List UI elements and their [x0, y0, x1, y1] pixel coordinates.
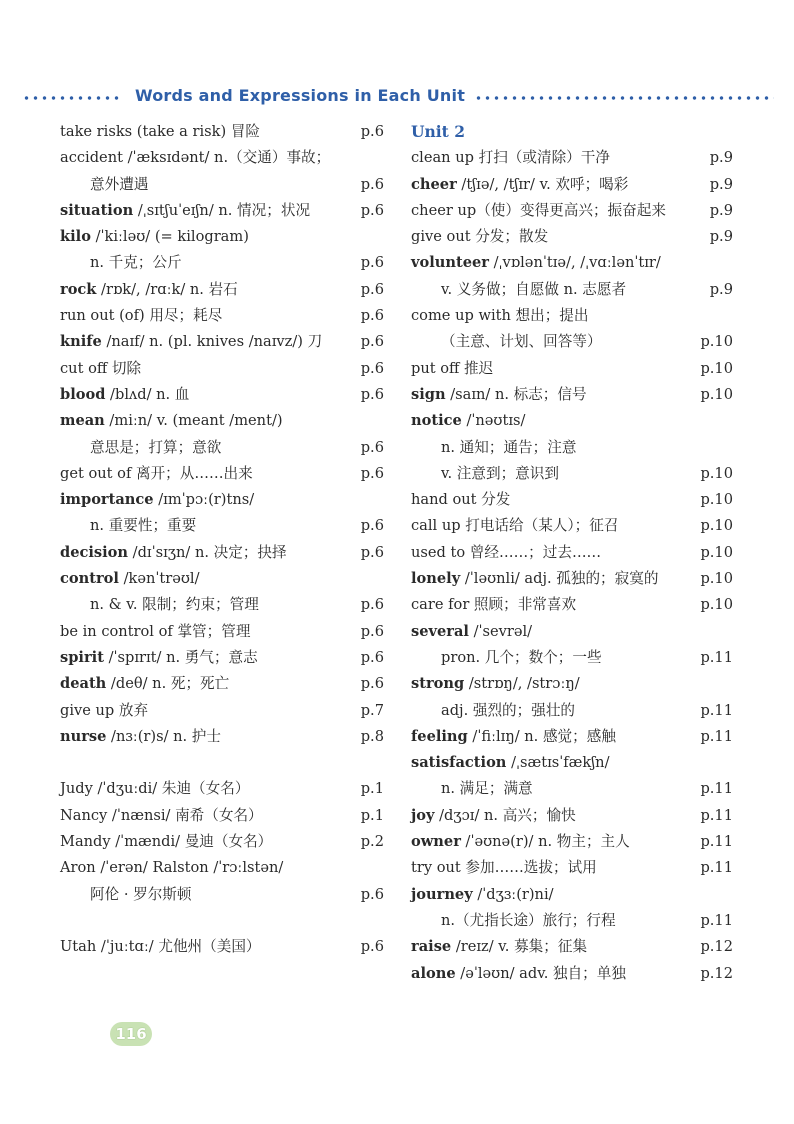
- entry-definition: 阿伦 · 罗尔斯顿: [90, 885, 192, 903]
- entry-headword: notice: [411, 412, 462, 430]
- entry-headword: rock: [60, 280, 97, 298]
- right-vocabulary-column: [411, 119, 733, 987]
- entry-text: [411, 934, 587, 960]
- entry-headword: kilo: [60, 228, 91, 246]
- unit-heading: [411, 119, 733, 145]
- vocabulary-entry: [411, 698, 733, 724]
- entry-page-ref: p.11: [700, 833, 733, 851]
- entry-headword: mean: [60, 412, 105, 430]
- entry-headword: spirit: [60, 648, 104, 666]
- entry-definition: /dɪˈsɪʒn/ n. 决定；抉择: [128, 543, 287, 561]
- entry-definition: /dʒɔɪ/ n. 高兴；愉快: [434, 806, 576, 824]
- entry-text: [60, 803, 263, 829]
- entry-definition: get out of 离开；从……出来: [60, 464, 253, 482]
- entry-definition: accident /ˈæksɪdənt/ n.（交通）事故；: [60, 149, 331, 167]
- entry-definition: n. 千克；公斤: [90, 254, 182, 272]
- entry-text: [60, 671, 229, 697]
- entry-definition: try out 参加……选拔；试用: [411, 859, 597, 877]
- vocabulary-entry: [411, 592, 733, 618]
- entry-text: [411, 829, 630, 855]
- vocabulary-entry: [60, 724, 384, 750]
- vocabulary-entry: [60, 934, 384, 960]
- entry-definition: care for 照顾；非常喜欢: [411, 596, 577, 614]
- entry-text: [411, 803, 576, 829]
- entry-page-ref: p.11: [700, 727, 733, 745]
- vocabulary-entry: [411, 540, 733, 566]
- vocabulary-entry: [411, 513, 733, 539]
- vocabulary-entry: [411, 882, 733, 908]
- vocabulary-entry: [411, 855, 733, 881]
- entry-page-ref: p.9: [709, 201, 733, 219]
- entry-definition: Judy /ˈdʒuːdi/ 朱迪（女名）: [60, 780, 250, 798]
- vocabulary-entry: [60, 356, 384, 382]
- entry-headword: journey: [411, 885, 473, 903]
- entry-definition: Mandy /ˈmændi/ 曼迪（女名）: [60, 833, 273, 851]
- entry-definition: /miːn/ v. (meant /ment/): [104, 412, 283, 430]
- entry-definition: /ˈfiːlɪŋ/ n. 感觉；感触: [467, 727, 616, 745]
- vocabulary-entry: [411, 172, 733, 198]
- vocabulary-entry: [411, 408, 733, 434]
- entry-text: [60, 698, 148, 724]
- entry-definition: /ˈkiːləʊ/ (= kilogram): [90, 228, 249, 246]
- entry-page-ref: p.6: [360, 385, 384, 403]
- entry-definition: n. 通知；通告；注意: [441, 438, 577, 456]
- entry-page-ref: p.11: [700, 911, 733, 929]
- entry-text: [60, 566, 200, 592]
- entry-headword: several: [411, 622, 469, 640]
- entry-text: [60, 356, 141, 382]
- entry-page-ref: p.11: [700, 806, 733, 824]
- entry-page-ref: p.6: [360, 359, 384, 377]
- entry-text: [411, 408, 525, 434]
- entry-headword: blood: [60, 385, 106, 403]
- vocabulary-entry: [411, 908, 733, 934]
- entry-text: [411, 513, 618, 539]
- entry-headword: death: [60, 675, 107, 693]
- entry-text: [60, 172, 148, 198]
- entry-definition: cut off 切除: [60, 359, 142, 377]
- entry-page-ref: p.2: [360, 833, 384, 851]
- entry-definition: 意思是；打算；意欲: [90, 438, 222, 456]
- entry-page-ref: p.11: [700, 701, 733, 719]
- entry-definition: take risks (take a risk) 冒险: [60, 123, 261, 140]
- entry-page-ref: p.9: [709, 175, 733, 193]
- vocabulary-entry: [411, 277, 733, 303]
- vocabulary-entry: [60, 592, 384, 618]
- entry-text: [60, 382, 189, 408]
- entry-page-ref: p.6: [360, 596, 384, 614]
- unit-heading-text: Unit 2: [411, 122, 466, 141]
- entry-text: [411, 435, 576, 461]
- entry-text: [411, 277, 626, 303]
- entry-text: [60, 250, 182, 276]
- entry-headword: situation: [60, 201, 134, 219]
- entry-headword: lonely: [411, 570, 461, 588]
- entry-definition: call up 打电话给（某人）；征召: [411, 517, 619, 535]
- entry-text: [60, 829, 272, 855]
- entry-definition: give out 分发；散发: [411, 228, 549, 246]
- entry-text: [411, 540, 601, 566]
- vocabulary-entry: [60, 487, 384, 513]
- entry-headword: decision: [60, 543, 129, 561]
- entry-text: [411, 198, 666, 224]
- vocabulary-entry: [60, 408, 384, 434]
- entry-definition: used to 曾经……；过去……: [411, 543, 602, 561]
- entry-page-ref: p.6: [360, 464, 384, 482]
- entry-headword: strong: [411, 675, 465, 693]
- vocabulary-entry: [411, 250, 733, 276]
- vocabulary-entry: [60, 329, 384, 355]
- section-title: Words and Expressions in Each Unit: [134, 86, 466, 105]
- entry-text: [60, 277, 238, 303]
- entry-definition: /blʌd/ n. 血: [105, 385, 190, 403]
- vocabulary-entry: [60, 250, 384, 276]
- vocabulary-entry: [411, 224, 733, 250]
- entry-page-ref: p.6: [360, 123, 384, 140]
- spacer-row: [60, 750, 384, 776]
- vocabulary-entry: [60, 645, 384, 671]
- entry-text: [411, 882, 554, 908]
- entry-definition: pron. 几个；数个；一些: [441, 648, 602, 666]
- entry-text: [411, 698, 575, 724]
- entry-page-ref: p.11: [700, 859, 733, 877]
- vocabulary-entry: [60, 829, 384, 855]
- spacer-row: [60, 908, 384, 934]
- entry-definition: adj. 强烈的；强壮的: [441, 701, 576, 719]
- entry-text: [411, 645, 602, 671]
- entry-text: [60, 487, 254, 513]
- vocabulary-entry: [411, 776, 733, 802]
- entry-page-ref: p.6: [360, 517, 384, 535]
- vocabulary-entry: [411, 303, 733, 329]
- entry-definition: （主意、计划、回答等）: [441, 333, 602, 351]
- vocabulary-entry: [411, 487, 733, 513]
- entry-page-ref: p.11: [700, 648, 733, 666]
- entry-page-ref: p.10: [700, 543, 733, 561]
- entry-text: [60, 435, 221, 461]
- entry-definition: n. 满足；满意: [441, 780, 533, 798]
- entry-text: [411, 250, 661, 276]
- vocabulary-entry: [60, 303, 384, 329]
- entry-definition: n. 重要性；重要: [90, 517, 197, 535]
- vocabulary-entry: [411, 671, 733, 697]
- entry-headword: control: [60, 570, 119, 588]
- vocabulary-entry: [411, 461, 733, 487]
- entry-definition: /ˈnəʊtɪs/: [461, 412, 526, 430]
- entry-headword: volunteer: [411, 254, 489, 272]
- entry-headword: feeling: [411, 727, 468, 745]
- entry-text: [60, 224, 249, 250]
- entry-page-ref: p.11: [700, 780, 733, 798]
- entry-text: [411, 329, 602, 355]
- entry-page-ref: p.10: [700, 517, 733, 535]
- entry-text: [411, 382, 587, 408]
- entry-definition: /saɪn/ n. 标志；信号: [445, 385, 587, 403]
- entry-headword: owner: [411, 833, 461, 851]
- entry-text: [411, 855, 597, 881]
- vocabulary-entry: [411, 724, 733, 750]
- entry-definition: /ɪmˈpɔː(r)tns/: [153, 491, 255, 509]
- entry-page-ref: p.10: [700, 359, 733, 377]
- vocabulary-entry: [60, 619, 384, 645]
- entry-definition: /ˌsætɪsˈfækʃn/: [506, 754, 610, 772]
- entry-page-ref: p.12: [700, 964, 733, 982]
- entry-headword: knife: [60, 333, 102, 351]
- entry-definition: /ˈspɪrɪt/ n. 勇气；意志: [103, 648, 258, 666]
- vocabulary-entry: [411, 329, 733, 355]
- vocabulary-entry: [60, 513, 384, 539]
- entry-text: [60, 145, 330, 171]
- entry-text: [411, 592, 576, 618]
- entry-page-ref: p.10: [700, 333, 733, 351]
- vocabulary-entry: [60, 855, 384, 881]
- entry-page-ref: p.10: [700, 596, 733, 614]
- vocabulary-entry: [411, 961, 733, 987]
- entry-text: [60, 408, 283, 434]
- vocabulary-entry: [411, 934, 733, 960]
- entry-text: [411, 145, 610, 171]
- vocabulary-entry: [411, 198, 733, 224]
- entry-text: [60, 592, 259, 618]
- entry-text: [60, 513, 196, 539]
- entry-definition: /əˈləʊn/ adv. 独自；单独: [455, 964, 626, 982]
- entry-text: [60, 461, 253, 487]
- entry-text: [60, 724, 221, 750]
- entry-definition: /ˈdʒɜː(r)ni/: [472, 885, 554, 903]
- entry-definition: /strɒŋ/, /strɔːŋ/: [464, 675, 580, 693]
- entry-definition: 意外遭遇: [90, 175, 149, 193]
- entry-page-ref: p.1: [360, 780, 384, 798]
- entry-page-ref: p.9: [709, 149, 733, 167]
- vocabulary-entry: [60, 435, 384, 461]
- entry-text: [60, 619, 250, 645]
- entry-definition: n. & v. 限制；约束；管理: [90, 596, 259, 614]
- entry-page-ref: p.6: [360, 201, 384, 219]
- entry-headword: joy: [411, 806, 435, 824]
- entry-page-ref: p.6: [360, 333, 384, 351]
- entry-definition: hand out 分发: [411, 491, 511, 509]
- entry-page-ref: p.10: [700, 385, 733, 403]
- entry-definition: v. 义务做；自愿做 n. 志愿者: [441, 280, 627, 298]
- vocabulary-entry: [60, 198, 384, 224]
- entry-page-ref: p.7: [360, 701, 384, 719]
- vocabulary-entry: [411, 356, 733, 382]
- vocabulary-entry: [411, 435, 733, 461]
- entry-definition: cheer up（使）变得更高兴；振奋起来: [411, 201, 666, 219]
- vocabulary-entry: [60, 803, 384, 829]
- entry-page-ref: p.6: [360, 543, 384, 561]
- vocabulary-entry: [60, 382, 384, 408]
- vocabulary-entry: [60, 882, 384, 908]
- section-header: [22, 86, 774, 110]
- vocabulary-entry: [60, 172, 384, 198]
- entry-headword: cheer: [411, 175, 457, 193]
- entry-headword: satisfaction: [411, 754, 507, 772]
- entry-headword: sign: [411, 385, 446, 403]
- entry-definition: /naɪf/ n. (pl. knives /naɪvz/) 刀: [101, 333, 323, 351]
- entry-page-ref: p.6: [360, 622, 384, 640]
- entry-definition: /nɜː(r)s/ n. 护士: [106, 727, 221, 745]
- entry-text: [411, 961, 626, 987]
- vocabulary-entry: [60, 671, 384, 697]
- entry-definition: /tʃɪə/, /tʃɪr/ v. 欢呼；喝彩: [456, 175, 629, 193]
- entry-text: [60, 329, 322, 355]
- entry-text: [411, 172, 628, 198]
- entry-text: [60, 540, 287, 566]
- vocabulary-entry: [60, 540, 384, 566]
- entry-page-ref: p.9: [709, 228, 733, 246]
- vocabulary-entry: [60, 566, 384, 592]
- entry-definition: /ˈləʊnli/ adj. 孤独的；寂寞的: [460, 570, 659, 588]
- entry-headword: importance: [60, 491, 154, 509]
- entry-page-ref: p.10: [700, 491, 733, 509]
- dotted-rule-left: [22, 96, 122, 100]
- entry-text: [60, 119, 260, 145]
- entry-page-ref: p.8: [360, 727, 384, 745]
- entry-page-ref: p.6: [360, 175, 384, 193]
- entry-page-ref: p.6: [360, 280, 384, 298]
- entry-page-ref: p.1: [360, 806, 384, 824]
- entry-definition: run out (of) 用尽；耗尽: [60, 307, 223, 325]
- vocabulary-entry: [411, 145, 733, 171]
- entry-definition: /deθ/ n. 死；死亡: [106, 675, 230, 693]
- entry-text: [60, 882, 191, 908]
- entry-text: [411, 224, 548, 250]
- entry-definition: clean up 打扫（或清除）干净: [411, 149, 610, 167]
- entry-page-ref: p.9: [709, 280, 733, 298]
- entry-definition: /rɒk/, /rɑːk/ n. 岩石: [96, 280, 238, 298]
- entry-text: [60, 934, 261, 960]
- entry-definition: /reɪz/ v. 募集；征集: [451, 938, 588, 956]
- entry-definition: /ˈəʊnə(r)/ n. 物主；主人: [460, 833, 630, 851]
- entry-text: [411, 303, 588, 329]
- vocabulary-entry: [60, 119, 384, 145]
- entry-text: [411, 724, 616, 750]
- entry-definition: /kənˈtrəʊl/: [118, 570, 200, 588]
- vocabulary-entry: [60, 145, 384, 171]
- entry-text: [60, 303, 222, 329]
- entry-page-ref: p.6: [360, 675, 384, 693]
- entry-page-ref: p.10: [700, 570, 733, 588]
- entry-headword: raise: [411, 938, 452, 956]
- entry-text: [60, 198, 310, 224]
- entry-text: [411, 750, 610, 776]
- entry-page-ref: p.6: [360, 885, 384, 903]
- vocabulary-entry: [411, 566, 733, 592]
- entry-headword: nurse: [60, 727, 107, 745]
- entry-text: [60, 645, 258, 671]
- entry-definition: /ˌvɒlənˈtɪə/, /ˌvɑːlənˈtɪr/: [488, 254, 661, 272]
- entry-text: [60, 776, 249, 802]
- vocabulary-entry: [411, 382, 733, 408]
- entry-page-ref: p.6: [360, 438, 384, 456]
- vocabulary-entry: [60, 461, 384, 487]
- entry-definition: Aron /ˈerən/ Ralston /ˈrɔːlstən/: [60, 859, 284, 877]
- entry-page-ref: p.6: [360, 307, 384, 325]
- entry-definition: /ˌsɪtʃuˈeɪʃn/ n. 情况；状况: [133, 201, 311, 219]
- entry-definition: be in control of 掌管；管理: [60, 622, 251, 640]
- vocabulary-entry: [411, 645, 733, 671]
- entry-definition: give up 放弃: [60, 701, 149, 719]
- vocabulary-entry: [411, 829, 733, 855]
- left-vocabulary-column: [60, 119, 384, 961]
- entry-text: [411, 619, 532, 645]
- entry-definition: /ˈsevrəl/: [468, 622, 533, 640]
- vocabulary-entry: [411, 803, 733, 829]
- entry-text: [411, 461, 559, 487]
- dotted-rule-right: [474, 96, 774, 100]
- entry-text: [411, 566, 658, 592]
- entry-page-ref: p.10: [700, 464, 733, 482]
- entry-text: [411, 671, 580, 697]
- entry-definition: Nancy /ˈnænsi/ 南希（女名）: [60, 806, 263, 824]
- vocabulary-entry: [60, 776, 384, 802]
- entry-definition: Utah /ˈjuːtɑː/ 尤他州（美国）: [60, 938, 261, 956]
- entry-page-ref: p.6: [360, 938, 384, 956]
- entry-definition: n.（尤指长途）旅行；行程: [441, 911, 616, 929]
- entry-text: [411, 776, 533, 802]
- entry-text: [411, 487, 510, 513]
- vocabulary-entry: [60, 224, 384, 250]
- entry-text: [411, 908, 616, 934]
- entry-text: [411, 356, 493, 382]
- vocabulary-entry: [411, 619, 733, 645]
- entry-page-ref: p.6: [360, 648, 384, 666]
- entry-page-ref: p.12: [700, 938, 733, 956]
- entry-headword: alone: [411, 964, 456, 982]
- entry-definition: put off 推迟: [411, 359, 494, 377]
- vocabulary-entry: [411, 750, 733, 776]
- page-number-badge: 116: [110, 1022, 152, 1046]
- vocabulary-entry: [60, 698, 384, 724]
- entry-page-ref: p.6: [360, 254, 384, 272]
- vocabulary-entry: [60, 277, 384, 303]
- entry-definition: v. 注意到；意识到: [441, 464, 559, 482]
- entry-definition: come up with 想出；提出: [411, 307, 589, 325]
- entry-text: [60, 855, 283, 881]
